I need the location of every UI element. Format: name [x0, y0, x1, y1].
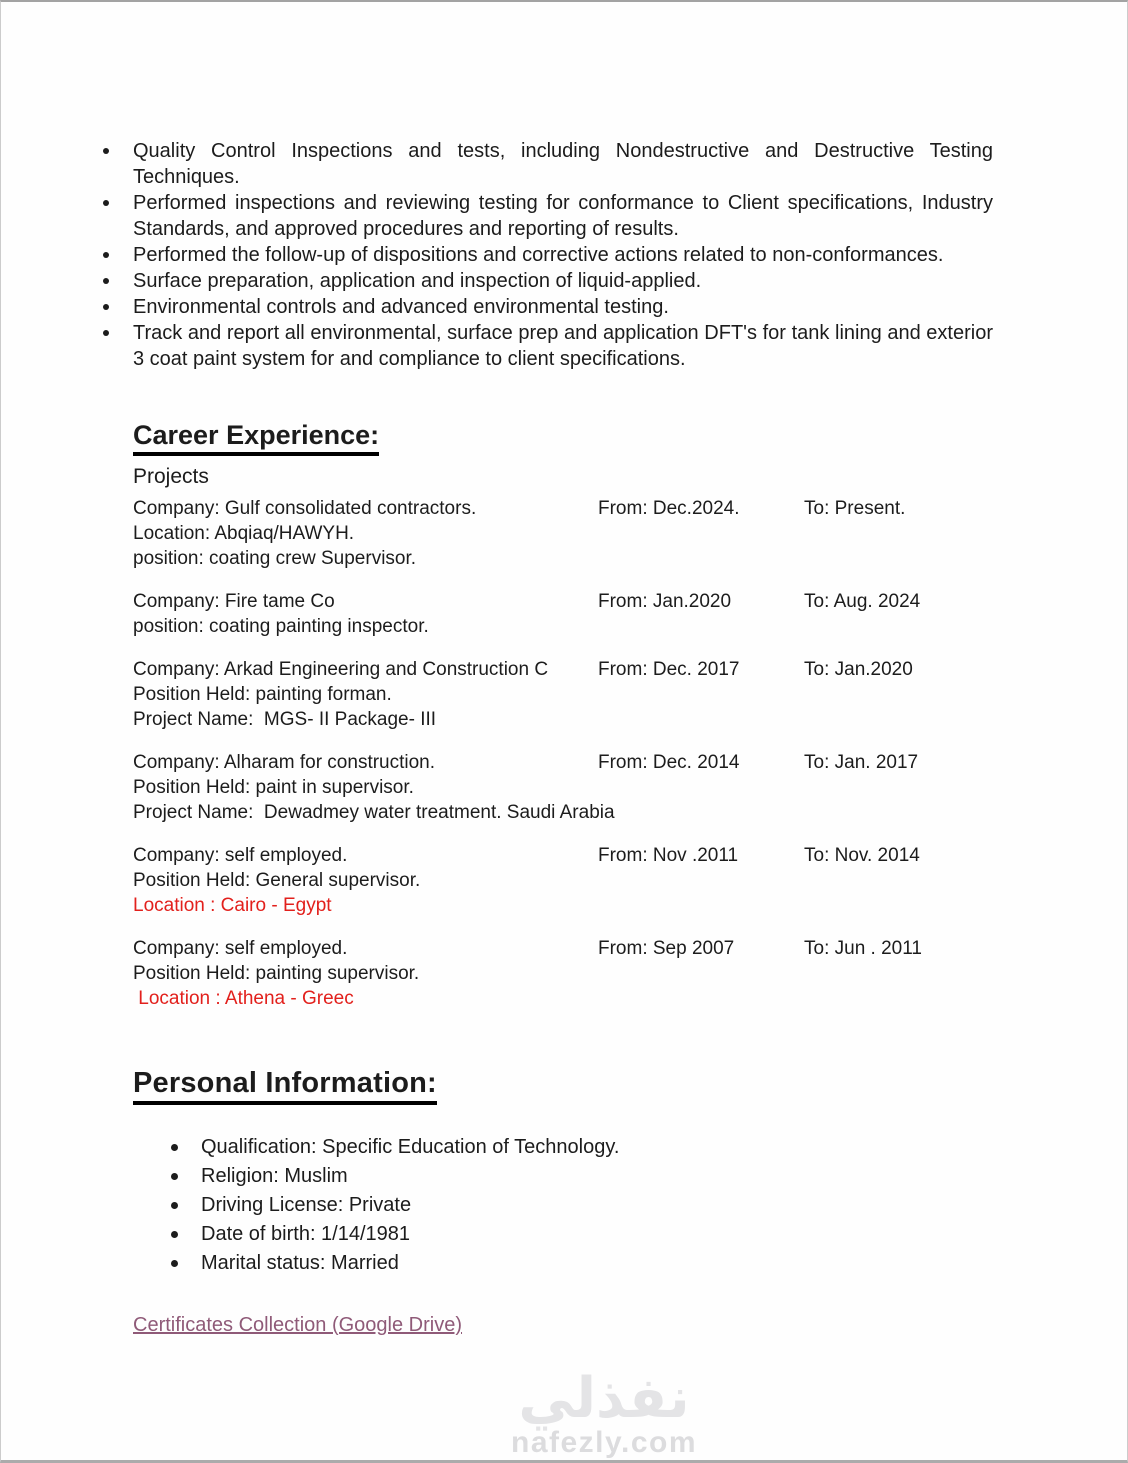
date-to: To: Jan.2020 [804, 659, 913, 680]
personal-info-item [133, 1133, 993, 1162]
projects-label: Projects [133, 465, 209, 488]
date-to: To: Jun . 2011 [804, 938, 922, 959]
career-entry-header [133, 496, 993, 521]
entry-position: Position Held: General supervisor. [133, 870, 421, 891]
personal-info-item [133, 1249, 993, 1278]
career-entry [133, 589, 993, 639]
personal-info-text: Religion: Muslim [201, 1165, 348, 1187]
date-to: To: Jan. 2017 [804, 752, 919, 773]
career-heading [133, 420, 993, 456]
summary-bullet-text: Surface preparation, application and inspection of liquid-applied. [133, 270, 702, 292]
summary-bullet-text: Quality Control Inspections and tests, including Nondestructive and Destructive Testing Techniques. [133, 140, 993, 188]
career-entry-header [133, 657, 993, 682]
entry-location: Location: Abqiaq/HAWYH. [133, 523, 355, 544]
personal-info-item [133, 1191, 993, 1220]
company-name: Company: Fire tame Co [133, 591, 335, 612]
personal-info-text: Marital status: Married [201, 1252, 399, 1274]
personal-info-list [133, 1133, 993, 1278]
summary-bullet-text: Environmental controls and advanced environmental testing. [133, 296, 669, 318]
bullet-dot-icon [103, 200, 109, 206]
company-name: Company: Alharam for construction. [133, 752, 436, 773]
career-entry-header [133, 750, 993, 775]
date-from: From: Nov .2011 [598, 845, 739, 866]
bullet-dot-icon [171, 1260, 178, 1267]
company-name: Company: Gulf consolidated contractors. [133, 498, 477, 519]
summary-bullet-text: Track and report all environmental, surface prep and application DFT's for tank lining and exterior 3 coat paint system for and compliance to client specifications. [133, 322, 993, 370]
date-from: From: Dec. 2014 [598, 752, 740, 773]
summary-bullet [81, 294, 993, 320]
bullet-dot-icon [103, 304, 109, 310]
career-entry-header [133, 936, 993, 961]
entry-position: position: coating crew Supervisor. [133, 548, 417, 569]
bullet-dot-icon [103, 148, 109, 154]
summary-bullet [81, 138, 993, 190]
bullet-dot-icon [171, 1144, 178, 1151]
summary-bullet [81, 190, 993, 242]
date-to: To: Aug. 2024 [804, 591, 921, 612]
date-to: To: Present. [804, 498, 906, 519]
entry-project: Project Name: Dewadmey water treatment. Saudi Arabia [133, 802, 615, 823]
date-from: From: Dec.2024. [598, 498, 740, 519]
summary-bullet-text: Performed the follow-up of dispositions and corrective actions related to non-conformances. [133, 244, 944, 266]
page-content [1, 138, 1127, 1337]
career-section [133, 420, 993, 1337]
bullet-dot-icon [103, 330, 109, 336]
personal-info-item [133, 1220, 993, 1249]
personal-info-item [133, 1162, 993, 1191]
bullet-dot-icon [171, 1202, 178, 1209]
personal-info-text: Driving License: Private [201, 1194, 412, 1216]
career-entry-header [133, 589, 993, 614]
entry-location: Location : Cairo - Egypt [133, 895, 332, 916]
career-entry-header [133, 843, 993, 868]
entry-project: Project Name: MGS- II Package- III [133, 709, 437, 730]
personal-heading [133, 1067, 993, 1105]
date-to: To: Nov. 2014 [804, 845, 920, 866]
career-entry [133, 496, 993, 571]
personal-heading-text: Personal Information: [133, 1067, 437, 1105]
entry-position: position: coating painting inspector. [133, 616, 429, 637]
career-entry [133, 843, 993, 918]
personal-info-text: Date of birth: 1/14/1981 [201, 1223, 411, 1245]
company-name: Company: self employed. [133, 845, 348, 866]
date-from: From: Jan.2020 [598, 591, 732, 612]
company-name: Company: Arkad Engineering and Construction C [133, 659, 549, 680]
summary-bullet [81, 268, 993, 294]
nafezly-logo: نفذلي [518, 1366, 690, 1431]
career-heading-text: Career Experience: [133, 420, 379, 456]
entry-location: Location : Athena - Greec [133, 988, 354, 1009]
bullet-dot-icon [171, 1231, 178, 1238]
career-entry [133, 750, 993, 825]
career-entry [133, 657, 993, 732]
certificates-link[interactable]: Certificates Collection (Google Drive) [133, 1314, 463, 1336]
watermark [489, 1367, 719, 1459]
personal-info-text: Qualification: Specific Education of Technology. [201, 1136, 620, 1158]
bullet-dot-icon [171, 1173, 178, 1180]
career-entries [133, 496, 993, 1011]
bullet-dot-icon [103, 252, 109, 258]
summary-bullet-list [1, 138, 993, 372]
date-from: From: Sep 2007 [598, 938, 735, 959]
entry-position: Position Held: paint in supervisor. [133, 777, 414, 798]
company-name: Company: self employed. [133, 938, 348, 959]
entry-position: Position Held: painting forman. [133, 684, 392, 705]
bullet-dot-icon [103, 278, 109, 284]
career-entry [133, 936, 993, 1011]
summary-bullet [81, 242, 993, 268]
summary-bullet-text: Performed inspections and reviewing testing for conformance to Client specifications, Industry Standards, and approved procedures and reporting of results. [133, 192, 993, 240]
summary-bullet [81, 320, 993, 372]
watermark-site-text: nafezly.com [511, 1426, 697, 1459]
date-from: From: Dec. 2017 [598, 659, 740, 680]
entry-position: Position Held: painting supervisor. [133, 963, 420, 984]
